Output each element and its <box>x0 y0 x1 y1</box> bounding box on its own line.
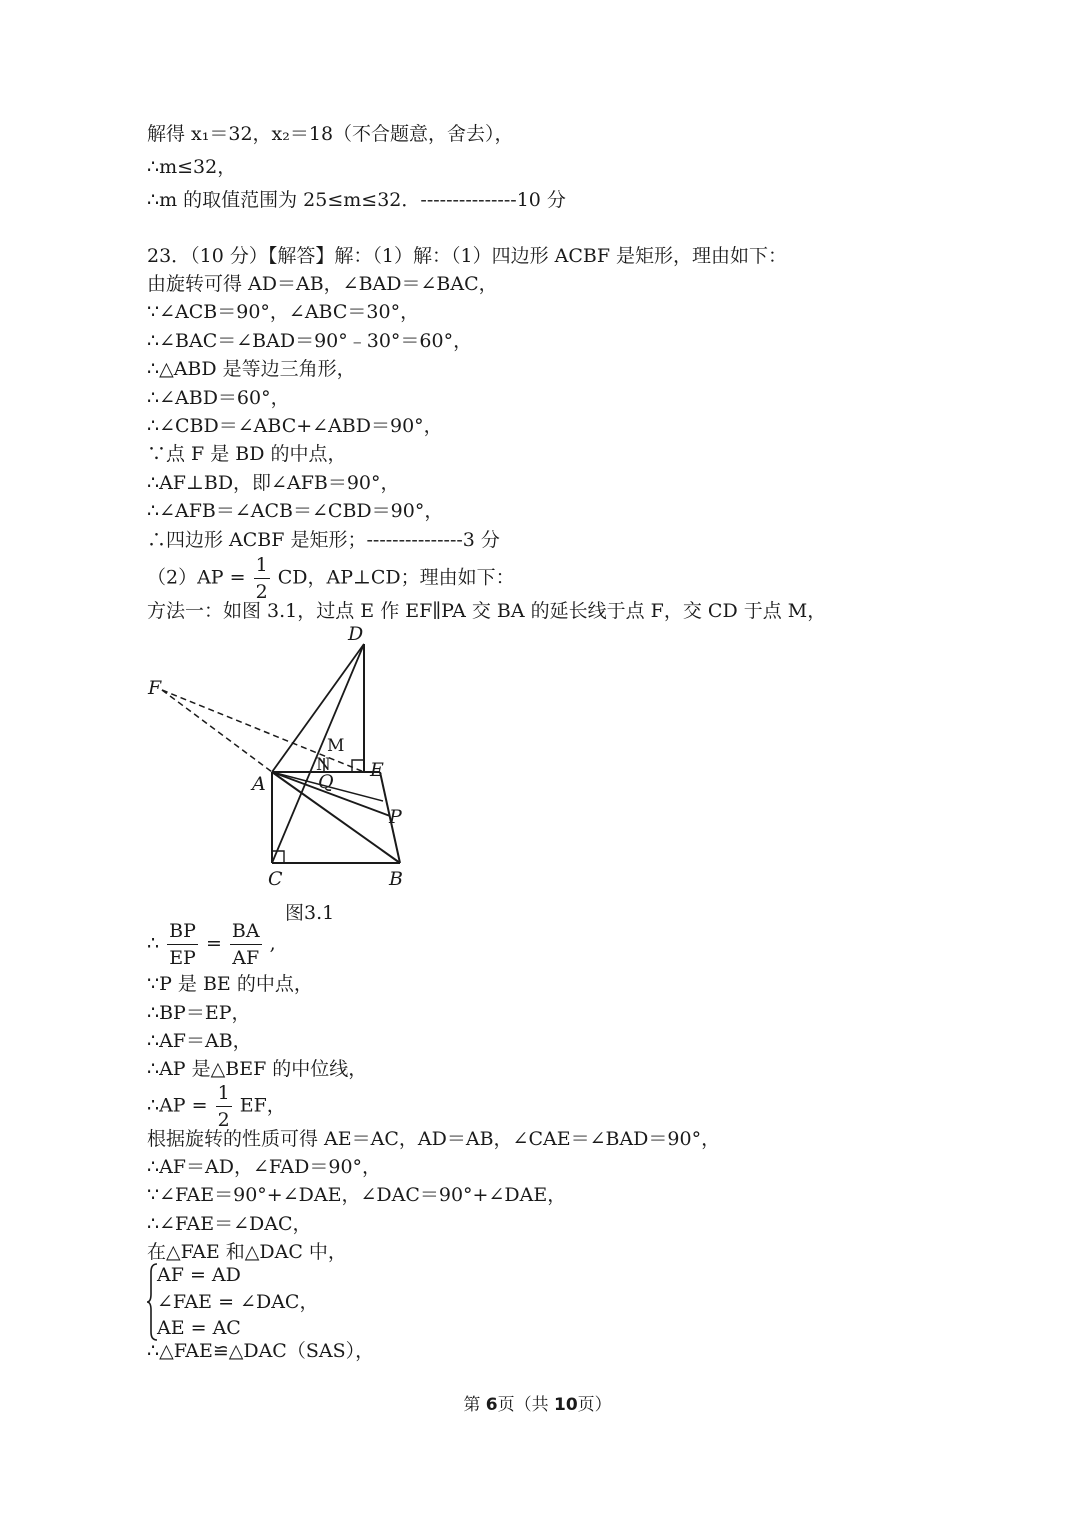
label-D: D <box>348 623 364 645</box>
fraction-bp-ep <box>167 918 198 971</box>
formula-prefix: （2）AP = <box>147 566 246 589</box>
text-line-10: ∴∠CBD＝∠ABC+∠ABD＝90°， <box>147 415 443 437</box>
text-line-26: ∴△FAE≌△DAC（SAS）， <box>147 1340 375 1362</box>
fraction-numerator: 1 <box>216 1080 232 1107</box>
text-line-8: ∴△ABD 是等边三角形， <box>147 358 356 380</box>
label-N: N <box>316 755 331 775</box>
system-eq-1: AF = AD <box>157 1264 241 1286</box>
text-line-13: ∴∠AFB＝∠ACB＝∠CBD＝90°， <box>147 500 444 522</box>
formula-suffix: , <box>269 932 276 955</box>
dashed-FA <box>162 690 272 772</box>
fraction-half <box>254 552 270 605</box>
fraction-half <box>216 1080 232 1133</box>
text-line-22: ∴AF＝AD，∠FAD＝90°， <box>147 1156 382 1178</box>
system-eq-3: AE = AC <box>157 1317 241 1339</box>
text-line-14: ∴四边形 ACBF 是矩形；---------------3 分 <box>147 529 500 551</box>
formula-equals: = <box>205 932 222 955</box>
text-line-16: 方法一：如图 3.1，过点 E 作 EF∥PA 交 BA 的延长线于点 F，交 CD 于点 M， <box>147 600 827 622</box>
text-line-18: ∴BP＝EP， <box>147 1002 251 1024</box>
text-line-25: 在△FAE 和△DAC 中， <box>147 1241 347 1263</box>
label-P: P <box>389 806 402 828</box>
formula-ratio-line <box>147 918 276 971</box>
fraction-numerator: 1 <box>254 552 270 579</box>
dashed-FE <box>162 690 364 772</box>
text-line-20: ∴AP 是△BEF 的中位线， <box>147 1058 368 1080</box>
label-F: F <box>148 677 162 699</box>
system-eq-2: ∠FAE = ∠DAC， <box>157 1291 319 1313</box>
text-line-5: 由旋转可得 AD＝AB，∠BAD＝∠BAC， <box>147 273 498 295</box>
label-M: M <box>327 736 345 756</box>
formula-ap-half-ef <box>147 1080 286 1133</box>
fraction-denominator: EP <box>169 947 196 969</box>
text-line-12: ∴AF⊥BD，即∠AFB＝90°， <box>147 472 400 494</box>
label-A: A <box>252 773 266 795</box>
page-number: 6 <box>485 1395 498 1415</box>
geometry-figure-3-1 <box>140 620 430 905</box>
formula-suffix: CD，AP⊥CD；理由如下： <box>277 566 515 589</box>
text-line-19: ∴AF＝AB， <box>147 1030 252 1052</box>
formula-therefore: ∴ <box>147 932 160 955</box>
text-line-23: ∵∠FAE＝90°+∠DAE，∠DAC＝90°+∠DAE， <box>147 1184 567 1206</box>
text-line-9: ∴∠ABD＝60°， <box>147 387 290 409</box>
text-line-6: ∵∠ACB＝90°，∠ABC＝30°， <box>147 301 420 323</box>
text-line-21: 根据旋转的性质可得 AE＝AC，AD＝AB，∠CAE＝∠BAD＝90°， <box>147 1128 721 1150</box>
text-line-7: ∴∠BAC＝∠BAD＝90°﹣30°＝60°， <box>147 330 473 352</box>
formula-line-ap-half-cd <box>147 552 515 605</box>
text-line-2: ∴m≤32， <box>147 156 237 178</box>
page-total: 10 <box>553 1395 578 1415</box>
fraction-numerator: BP <box>167 918 198 945</box>
footer-middle: 页（共 <box>497 1395 554 1415</box>
fraction-ba-af <box>230 918 262 971</box>
figure-caption: 图3.1 <box>285 902 335 924</box>
formula-prefix: ∴AP = <box>147 1094 208 1117</box>
fraction-numerator: BA <box>230 918 262 945</box>
text-line-24: ∴∠FAE＝∠DAC， <box>147 1213 312 1235</box>
footer-suffix: 页） <box>577 1395 612 1415</box>
text-line-1: 解得 x₁＝32，x₂＝18（不合题意，舍去）， <box>147 123 514 145</box>
label-C: C <box>268 868 283 890</box>
text-line-3: ∴m 的取值范围为 25≤m≤32．---------------10 分 <box>147 189 566 211</box>
label-Q: Q <box>318 771 334 793</box>
formula-suffix: EF， <box>239 1094 286 1117</box>
text-line-17: ∵P 是 BE 的中点， <box>147 973 313 995</box>
text-line-4: 23．（10 分）【解答】解：（1）解：（1）四边形 ACBF 是矩形，理由如下： <box>147 245 788 267</box>
label-E: E <box>370 759 384 781</box>
text-line-11: ∵点 F 是 BD 的中点， <box>147 443 347 465</box>
fraction-denominator: 2 <box>255 581 268 603</box>
footer-prefix: 第 <box>463 1395 486 1415</box>
page-footer <box>0 1390 1075 1415</box>
label-B: B <box>389 868 403 890</box>
fraction-denominator: 2 <box>217 1109 230 1131</box>
fraction-denominator: AF <box>232 947 260 969</box>
